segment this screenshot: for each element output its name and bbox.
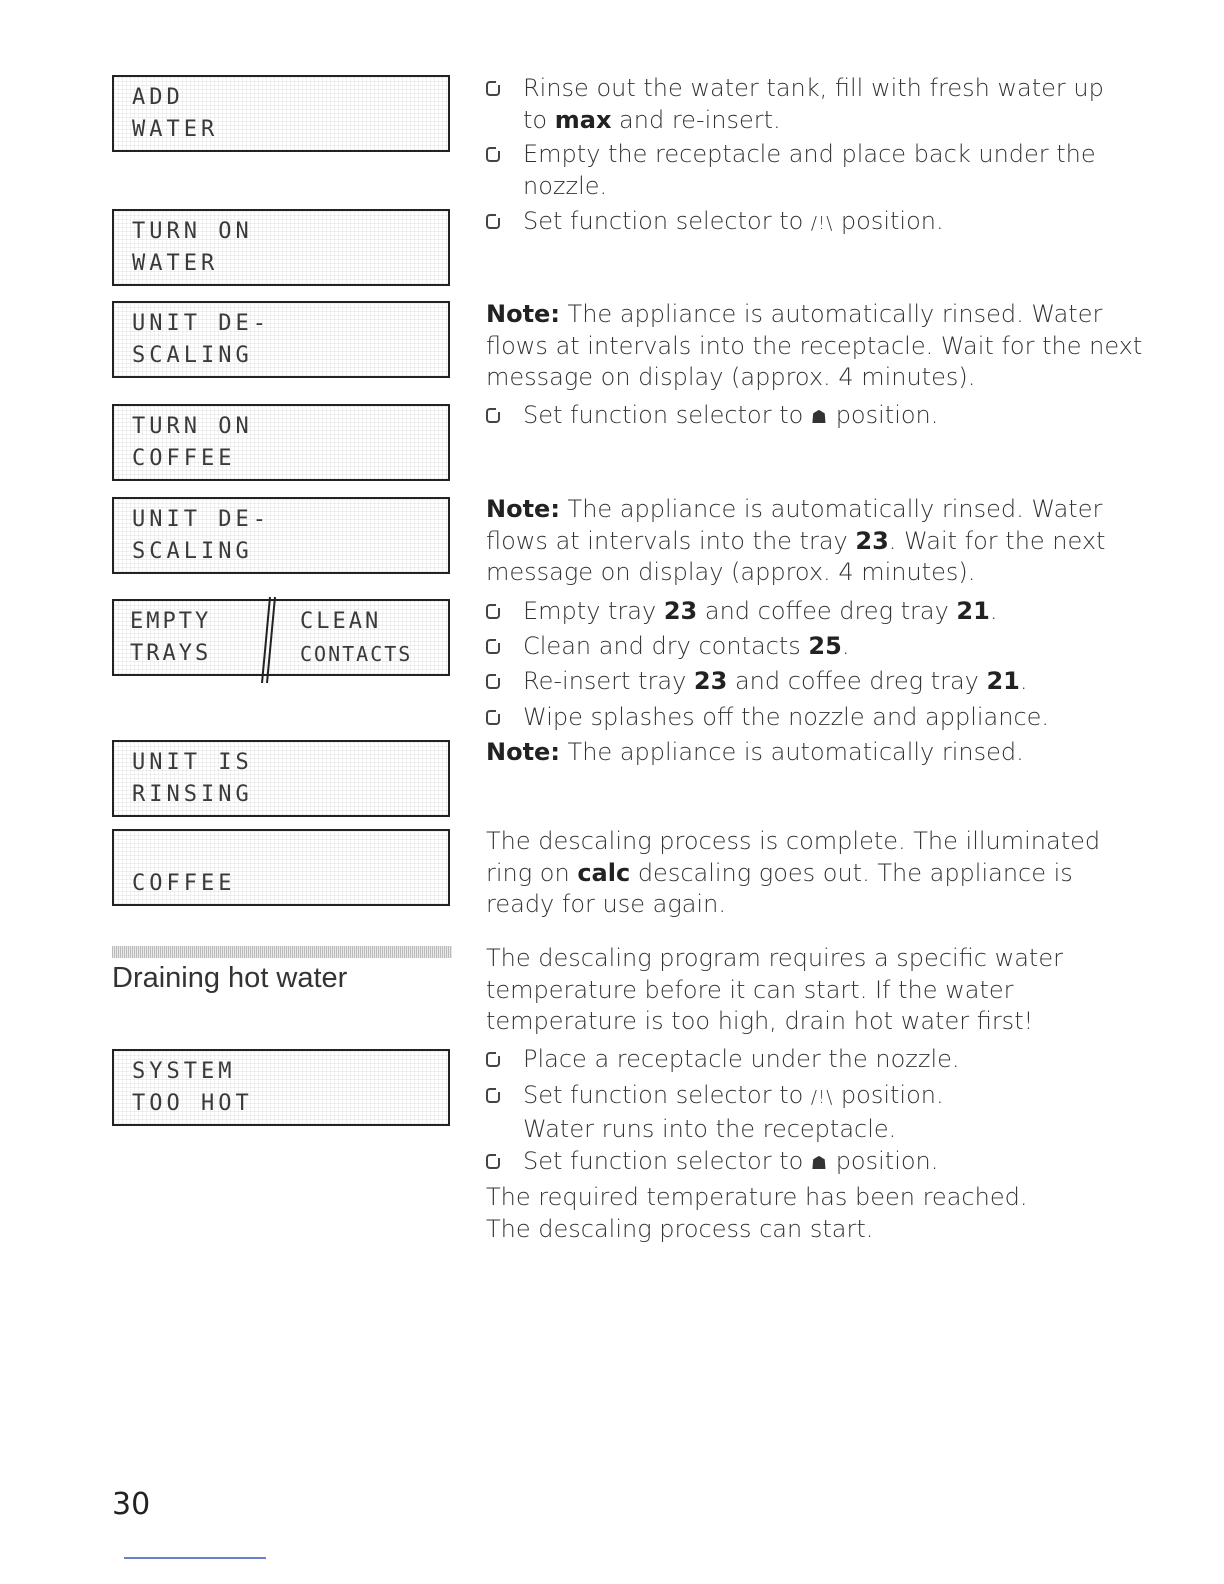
step-text: and coffee dreg tray <box>727 667 987 695</box>
display-line: SYSTEM <box>132 1059 236 1084</box>
display-line: COFFEE <box>132 871 236 896</box>
note-text: flows at intervals into the receptacle. Wait for the next <box>486 331 1143 360</box>
bold-term: 23 <box>693 667 728 695</box>
checkbox-bullet-icon <box>486 81 500 96</box>
checkbox-bullet-icon <box>486 1052 500 1067</box>
display-line: CONTACTS <box>300 642 413 666</box>
body-text: The descaling process can start. <box>486 1214 874 1243</box>
display-half-right <box>282 601 452 674</box>
note-paragraph <box>486 737 1024 769</box>
checkbox-bullet-icon <box>486 1088 500 1103</box>
note-text: The appliance is automatically rinsed. Water <box>559 495 1103 523</box>
water-symbol-icon: /!\ <box>810 213 834 234</box>
step-text: Clean and dry contacts <box>523 632 809 660</box>
step-text: . <box>989 597 998 625</box>
page-number: 30 <box>112 1487 151 1522</box>
display-line: WATER <box>132 117 219 142</box>
display-line: TURN ON <box>132 414 253 439</box>
bold-term: 23 <box>663 597 698 625</box>
step-text: position. <box>833 1081 944 1109</box>
step-item <box>486 631 849 663</box>
step-item <box>486 702 1049 734</box>
bold-term: 25 <box>808 632 842 660</box>
bold-term: max <box>554 105 612 134</box>
display-line: SCALING <box>132 343 253 368</box>
display-line: TRAYS <box>130 641 212 666</box>
section-heading: Draining hot water <box>112 962 348 994</box>
coffee-symbol-icon: ☗ <box>810 407 829 428</box>
completion-paragraph <box>486 826 1100 921</box>
display-line: ADD <box>132 85 184 110</box>
bold-term: 21 <box>956 597 990 625</box>
note-text: The appliance is automatically rinsed. <box>559 738 1024 766</box>
step-text: Set function selector to <box>523 207 811 235</box>
body-text: descaling goes out. The appliance is <box>630 858 1073 887</box>
display-empty-trays-clean-contacts <box>112 599 450 676</box>
step-text: Place a receptacle under the nozzle. <box>523 1045 960 1073</box>
step-item <box>486 206 944 240</box>
note-text: The appliance is automatically rinsed. Water <box>559 300 1103 328</box>
display-line: RINSING <box>132 782 253 807</box>
display-line: UNIT DE- <box>132 311 270 336</box>
display-system-too-hot <box>112 1049 450 1126</box>
body-text: The descaling program requires a specific water <box>486 944 1063 972</box>
step-text: and coffee dreg tray <box>697 597 957 625</box>
note-label: Note: <box>486 495 560 523</box>
step-text: . <box>841 632 850 660</box>
display-line: COFFEE <box>132 446 236 471</box>
display-line: UNIT DE- <box>132 507 270 532</box>
step-text: and re-insert. <box>611 105 781 134</box>
note-text: flows at intervals into the tray <box>486 526 856 555</box>
bold-term: calc <box>577 858 631 887</box>
display-line: CLEAN <box>300 609 382 634</box>
step-item <box>486 596 997 628</box>
display-line: SCALING <box>132 539 253 564</box>
checkbox-bullet-icon <box>486 674 500 689</box>
body-text: ring on <box>486 858 578 887</box>
display-add-water <box>112 75 450 152</box>
display-line: TURN ON <box>132 219 253 244</box>
body-text: ready for use again. <box>486 890 726 918</box>
step-text: position. <box>828 401 939 429</box>
note-paragraph <box>486 299 1142 394</box>
checkbox-bullet-icon <box>486 147 500 162</box>
body-text: temperature is too high, drain hot water first! <box>486 1007 1034 1035</box>
step-item <box>486 139 1096 202</box>
step-text: Set function selector to <box>523 1081 811 1109</box>
display-line: EMPTY <box>130 609 212 634</box>
water-symbol-icon: /!\ <box>810 1087 834 1108</box>
display-coffee <box>112 829 450 906</box>
display-unit-descaling-2 <box>112 497 450 574</box>
bold-term: 21 <box>986 667 1020 695</box>
note-paragraph <box>486 494 1105 589</box>
note-text: message on display (approx. 4 minutes). <box>486 558 976 586</box>
checkbox-bullet-icon <box>486 639 500 654</box>
note-text: message on display (approx. 4 minutes). <box>486 363 976 391</box>
step-text: Rinse out the water tank, fill with fresh water up <box>523 74 1104 102</box>
coffee-symbol-icon: ☗ <box>810 1153 829 1174</box>
step-item <box>486 400 938 434</box>
display-line: WATER <box>132 251 219 276</box>
checkbox-bullet-icon <box>486 1154 500 1169</box>
display-line: UNIT IS <box>132 750 253 775</box>
step-item <box>486 1146 938 1180</box>
step-item <box>486 1080 944 1145</box>
note-text: . Wait for the next <box>888 526 1106 555</box>
step-text: Re-insert tray <box>523 667 694 695</box>
step-text: . <box>1019 667 1028 695</box>
display-unit-is-rinsing <box>112 740 450 817</box>
body-text: The required temperature has been reached. <box>486 1183 1028 1211</box>
step-item <box>486 666 1028 698</box>
step-text: Empty tray <box>523 597 664 625</box>
footer-rule <box>124 1557 266 1559</box>
checkbox-bullet-icon <box>486 214 500 229</box>
step-item <box>486 73 1104 136</box>
heading-rule <box>112 946 452 958</box>
checkbox-bullet-icon <box>486 408 500 423</box>
intro-paragraph <box>486 943 1063 1038</box>
step-text: Set function selector to <box>523 401 811 429</box>
note-label: Note: <box>486 738 560 766</box>
display-unit-descaling <box>112 301 450 378</box>
display-half-left <box>114 601 264 674</box>
display-turn-on-water <box>112 209 450 286</box>
result-paragraph <box>486 1182 1027 1245</box>
step-text: Empty the receptacle and place back under the <box>523 140 1096 168</box>
step-text: Wipe splashes off the nozzle and appliance. <box>523 703 1050 731</box>
step-text: position. <box>828 1147 939 1175</box>
step-text: Set function selector to <box>523 1147 811 1175</box>
body-text: temperature before it can start. If the water <box>486 975 1014 1004</box>
note-label: Note: <box>486 300 560 328</box>
display-line: TOO HOT <box>132 1091 253 1116</box>
body-text: The descaling process is complete. The illuminated <box>486 827 1101 855</box>
step-text: nozzle. <box>523 171 608 200</box>
checkbox-bullet-icon <box>486 604 500 619</box>
display-separator-icon <box>260 595 276 685</box>
step-text: to <box>523 105 555 134</box>
step-text: position. <box>833 207 944 235</box>
display-turn-on-coffee <box>112 404 450 481</box>
checkbox-bullet-icon <box>486 710 500 725</box>
bold-term: 23 <box>855 526 889 555</box>
step-text: Water runs into the receptacle. <box>523 1114 897 1143</box>
step-item <box>486 1044 960 1076</box>
